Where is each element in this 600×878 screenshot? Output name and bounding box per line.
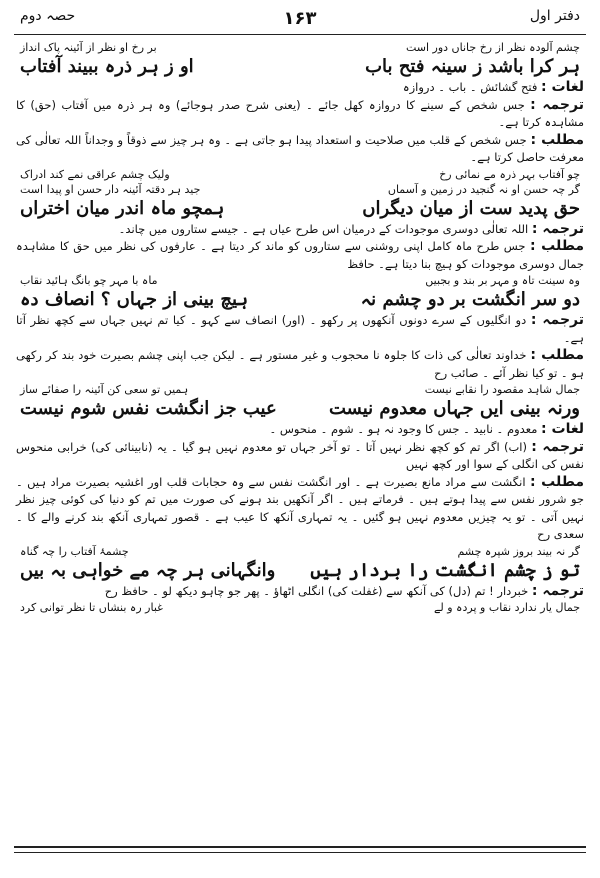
commentary-paragraph — [16, 347, 584, 382]
couplet-quotation — [14, 600, 586, 615]
commentary-paragraph — [16, 439, 584, 474]
hemistich-first: چشم آلودہ نظر از رخ جاناں دور است — [405, 41, 580, 54]
paragraph-text: دو انگلیوں کے سرے دونوں آنکھوں پر رکھو ۔ (اور) انصاف سے کہو ۔ کیا تم نہیں جہاں سے کچھ نظر آتا ہے۔ — [16, 313, 584, 345]
commentary-paragraph — [16, 238, 584, 273]
paragraph-text: اللہ تعالٰی دوسری موجودات کے درمیان اس طرح عیاں ہے ۔ جیسے ستاروں میں چاند۔ — [118, 221, 529, 236]
paragraph-text: (اب) اگر تم کو کچھ نظر نہیں آتا ۔ تو آخر جہاں تو معدوم نہیں ہو گیا ۔ یہ (نابینائی کی) خرابی منحوس نفس کی انگلی کے سوا اور کچھ نہیں — [16, 439, 584, 471]
section-label: ترجمہ : — [531, 220, 584, 237]
hemistich-first: وہ سینت تاہ و مہر بر بند و بجبیں — [425, 274, 580, 287]
commentary-paragraph — [16, 312, 584, 347]
paragraph-text: انگشت سے مراد مانع بصیرت ہے ۔ اور انگشت نفس سے وہ حجابات قلب اور اغشیہ بصیرت مراد ہیں ۔ جو شرور نفس سے پیدا ہوتے ہیں ۔ فرماتے ہیں ۔ اگر آنکھیں بند ہونے کی صورت میں تم کو دنیا کی کوئی چیز نظر نہیں آتی ۔ تو یہ چیزیں معدوم نہیں ہو گئیں ۔ یہ تمہاری آنکھ کا عیب ہے ۔ قصور تمہاری آنکھ بند کرنے والے کا ۔ سعدی رح — [16, 474, 584, 541]
hemistich-first: دو سر انگشت بر دو چشم نہ — [360, 289, 580, 310]
hemistich-second: او ز ہر ذرہ ببیند آفتاب — [20, 56, 194, 77]
hemistich-second: ہمچو ماہ اندر میان اختراں — [20, 197, 225, 219]
paragraph-text: خداوند تعالٰی کی ذات کا جلوہ نا محجوب و غیر مستور ہے ۔ لیکن جب اپنی چشم بصیرت خود بند کر رکھی ہو ۔ تو کیا نظر آئے ۔ صائب رح — [16, 348, 584, 380]
commentary-paragraph — [16, 221, 584, 239]
page-number: ۱۶۳ — [283, 8, 317, 29]
hemistich-first: تو ز چشم انگشت را بردار ہیں — [310, 559, 580, 581]
section-label: مطلب : — [530, 131, 584, 148]
paragraph-text: جس شخص کے قلب میں صلاحیت و استعداد پیدا ہو جاتی ہے ۔ وہ ہر چیز سے ذوقاً و وجداناً اللہ تعالٰی کی معرفت حاصل کرتا ہے۔ — [16, 132, 584, 164]
commentary-paragraph — [16, 97, 584, 132]
paragraph-text: جس شخص کے سینے کا دروازہ کھل جائے ۔ (یعنی شرح صدر ہوجائے) وہ ہر ذرہ میں آفتاب (حق) کا مشاہدہ کرتا ہے۔ — [16, 97, 584, 129]
page-body — [14, 40, 586, 844]
hemistich-first: جمال شاہد مقصود را نقابے نیست — [424, 383, 580, 396]
hemistich-second: چشمۂ آفتاب را چہ گناہ — [20, 544, 129, 558]
couplet-masnavi — [14, 397, 586, 421]
hemistich-second: ہمیں تو سعی کن آئینہ را صفائے ساز — [20, 383, 189, 396]
paragraph-text: جس طرح ماہ کامل اپنی روشنی سے ستاروں کو ماند کر دیتا ہے ۔ عارفوں کی نظر میں حق کا مشاہدہ جمال دوسری موجودات کو ہیچ بنا دیتا ہے۔ حافظ — [16, 239, 584, 271]
footer-rule — [14, 846, 586, 848]
hemistich-first: گر چہ حسن او نہ گنجید در زمین و آسماں — [387, 182, 580, 196]
couplet-quotation — [14, 273, 586, 288]
hemistich-second: بر رخ او نظر از آئینہ پاک انداز — [20, 41, 157, 54]
hemistich-first: ہر کرا باشد ز سینہ فتح باب — [365, 56, 580, 77]
section-label: مطلب : — [529, 473, 584, 490]
hemistich-first: جمال یار ندارد نقاب و پردہ و لے — [433, 601, 580, 614]
couplet-quotation — [14, 544, 586, 559]
couplet-masnavi — [14, 288, 586, 312]
section-label: لغات : — [541, 79, 584, 95]
hemistich-second: ولیک چشم عراقی نمے کند ادراک — [20, 167, 170, 181]
hemistich-first: حق پدید ست از میان دیگراں — [362, 197, 580, 219]
couplet-quotation — [14, 382, 586, 397]
section-label: مطلب : — [529, 238, 585, 254]
header-volume: دفتر اول — [529, 8, 580, 24]
couplet-quotation — [14, 167, 586, 182]
section-label: ترجمہ : — [531, 582, 584, 599]
section-label: ترجمہ : — [531, 438, 584, 455]
commentary-paragraph — [16, 79, 584, 97]
hemistich-second: ماہ با مہر چو بانگ ہائید نقاب — [20, 274, 158, 287]
couplet-masnavi — [14, 197, 586, 221]
header-rule — [14, 34, 586, 35]
commentary-paragraph — [16, 583, 584, 601]
header-part: حصہ دوم — [20, 8, 76, 24]
section-label: لغات : — [541, 421, 584, 437]
commentary-paragraph — [16, 421, 584, 439]
paragraph-text: معدوم ۔ نابید ۔ جس کا وجود نہ ہو ۔ شوم ۔ منحوس ۔ — [269, 422, 538, 436]
paragraph-text: خبردار ! تم (دل) کی آنکھ سے (غفلت کی) انگلی اٹھاؤ ۔ پھر جو چاہو دیکھ لو ۔ حافظ رح — [104, 583, 529, 598]
hemistich-first: چو آفتاب بہر ذرہ مے نمائی رخ — [439, 167, 580, 181]
hemistich-first: ورنہ بینی ایں جہاں معدوم نیست — [328, 398, 580, 419]
commentary-paragraph — [16, 474, 584, 544]
running-header — [14, 4, 586, 34]
hemistich-second: وانگہانی ہر چہ مے خواہی بہ بیں — [20, 559, 276, 581]
hemistich-second: عیب جز انگشت نفس شوم نیست — [20, 398, 277, 419]
commentary-paragraph — [16, 132, 584, 167]
couplet-masnavi — [14, 55, 586, 79]
hemistich-second: جید ہر دقتہ آئینہ دار حسن او پیدا است — [20, 182, 201, 196]
footer-rule-thin — [14, 852, 586, 853]
couplet-quotation — [14, 40, 586, 55]
hemistich-second: ہیچ بینی از جہاں ؟ انصاف دہ — [20, 289, 249, 310]
section-label: ترجمہ : — [530, 96, 584, 113]
section-label: مطلب : — [530, 347, 585, 363]
hemistich-first: گر نہ بیند بروز شپرہ چشم — [457, 544, 580, 558]
couplet-quotation — [14, 182, 586, 197]
paragraph-text: فتح گشائش ۔ باب ۔ دروازہ — [402, 80, 538, 94]
section-label: ترجمہ : — [530, 312, 584, 328]
hemistich-second: غبار رہ بنشاں تا نظر توانی کرد — [20, 601, 163, 614]
couplet-masnavi — [14, 559, 586, 583]
